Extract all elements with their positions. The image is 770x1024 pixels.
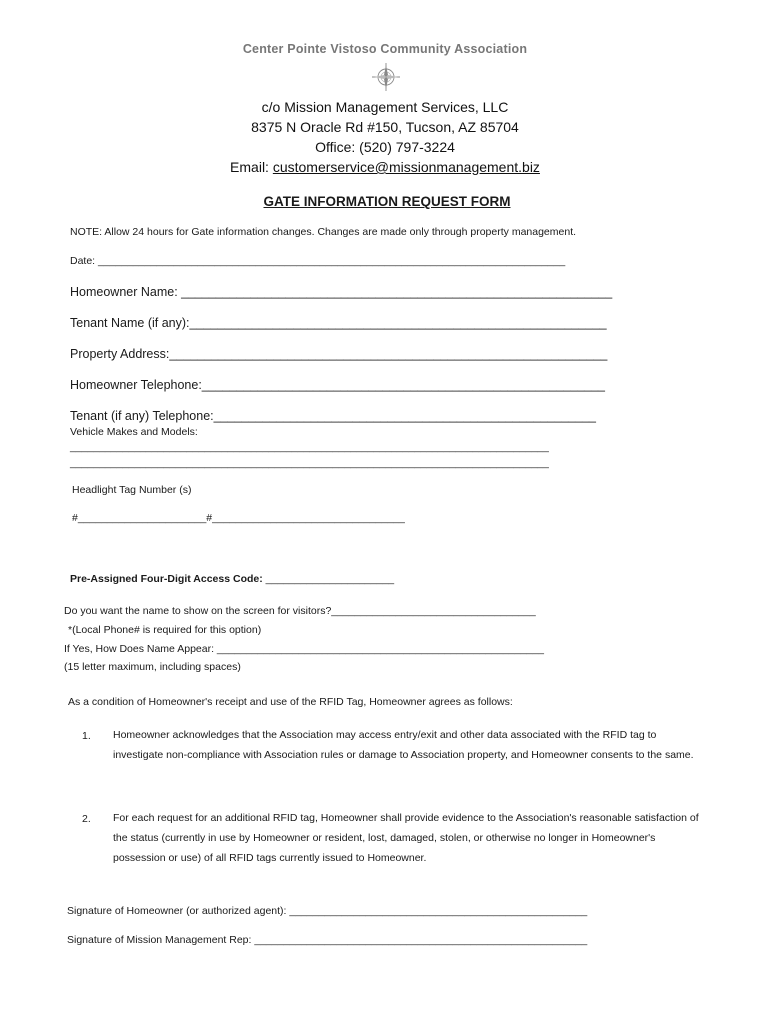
tenant-name-field[interactable]: Tenant Name (if any):____________________________________________________________ xyxy=(70,316,607,330)
homeowner-name-field[interactable]: Homeowner Name: ______________________________________________________________ xyxy=(70,285,613,299)
name-on-screen-field[interactable]: Do you want the name to show on the screen for visitors?___________________________________ xyxy=(64,605,536,617)
item-1-number: 1. xyxy=(82,730,91,742)
tenant-telephone-field[interactable]: Tenant (if any) Telephone:_______________________________________________________ xyxy=(70,409,596,423)
street-address: 8375 N Oracle Rd #150, Tucson, AZ 85704 xyxy=(251,119,519,135)
association-name: Center Pointe Vistoso Community Association xyxy=(242,42,528,56)
note-text: NOTE: Allow 24 hours for Gate information changes. Changes are made only through property management. xyxy=(70,226,577,238)
office-phone: Office: (520) 797-3224 xyxy=(315,139,455,155)
date-field[interactable]: Date: ________________________________________________________________________________ xyxy=(70,255,566,267)
email-link[interactable]: customerservice@missionmanagement.biz xyxy=(272,159,540,175)
email-line xyxy=(0,159,770,175)
property-address-field[interactable]: Property Address:_______________________________________________________________ xyxy=(70,347,608,361)
vehicle-line-2[interactable]: __________________________________________________________________________________ xyxy=(70,457,549,469)
signature-homeowner-field[interactable]: Signature of Homeowner (or authorized agent): ___________________________________________________ xyxy=(67,905,588,917)
condition-intro: As a condition of Homeowner's receipt and use of the RFID Tag, Homeowner agrees as follows: xyxy=(68,696,513,708)
headlight-label: Headlight Tag Number (s) xyxy=(72,484,192,496)
access-code-line xyxy=(70,573,394,585)
item-1-text: Homeowner acknowledges that the Association may access entry/exit and other data associated with the RFID tag to investigate non-compliance with Association rules or damage to Association property, and Homeowner consents to the same. xyxy=(113,729,694,761)
item-2-number: 2. xyxy=(82,813,91,825)
vehicle-label: Vehicle Makes and Models: xyxy=(70,426,198,438)
item-2-text: For each request for an additional RFID tag, Homeowner shall provide evidence to the Association's reasonable satisfaction of the status (currently in use by Homeowner or resident, lost, damaged, stolen, or otherwise no longer in Homeowner's possession or use) of all RFID tags currently issued to Homeowner. xyxy=(113,812,699,864)
access-code-label: Pre-Assigned Four-Digit Access Code: xyxy=(70,573,266,585)
name-max-note: (15 letter maximum, including spaces) xyxy=(64,661,241,673)
vehicle-line-1[interactable]: __________________________________________________________________________________ xyxy=(70,441,549,453)
signature-rep-field[interactable]: Signature of Mission Management Rep: _________________________________________________________ xyxy=(67,934,588,946)
form-title: GATE INFORMATION REQUEST FORM xyxy=(263,194,511,209)
local-phone-note: *(Local Phone# is required for this option) xyxy=(68,624,262,636)
company-name: c/o Mission Management Services, LLC xyxy=(261,99,509,115)
email-prefix: Email: xyxy=(230,159,273,175)
name-appear-field[interactable]: If Yes, How Does Name Appear: ________________________________________________________ xyxy=(64,643,544,655)
headlight-tag-field[interactable]: #______________________#_________________________________ xyxy=(72,512,405,524)
access-code-field[interactable]: ______________________ xyxy=(265,573,395,585)
homeowner-telephone-field[interactable]: Homeowner Telephone:__________________________________________________________ xyxy=(70,378,606,392)
compass-rose-icon xyxy=(371,62,401,92)
